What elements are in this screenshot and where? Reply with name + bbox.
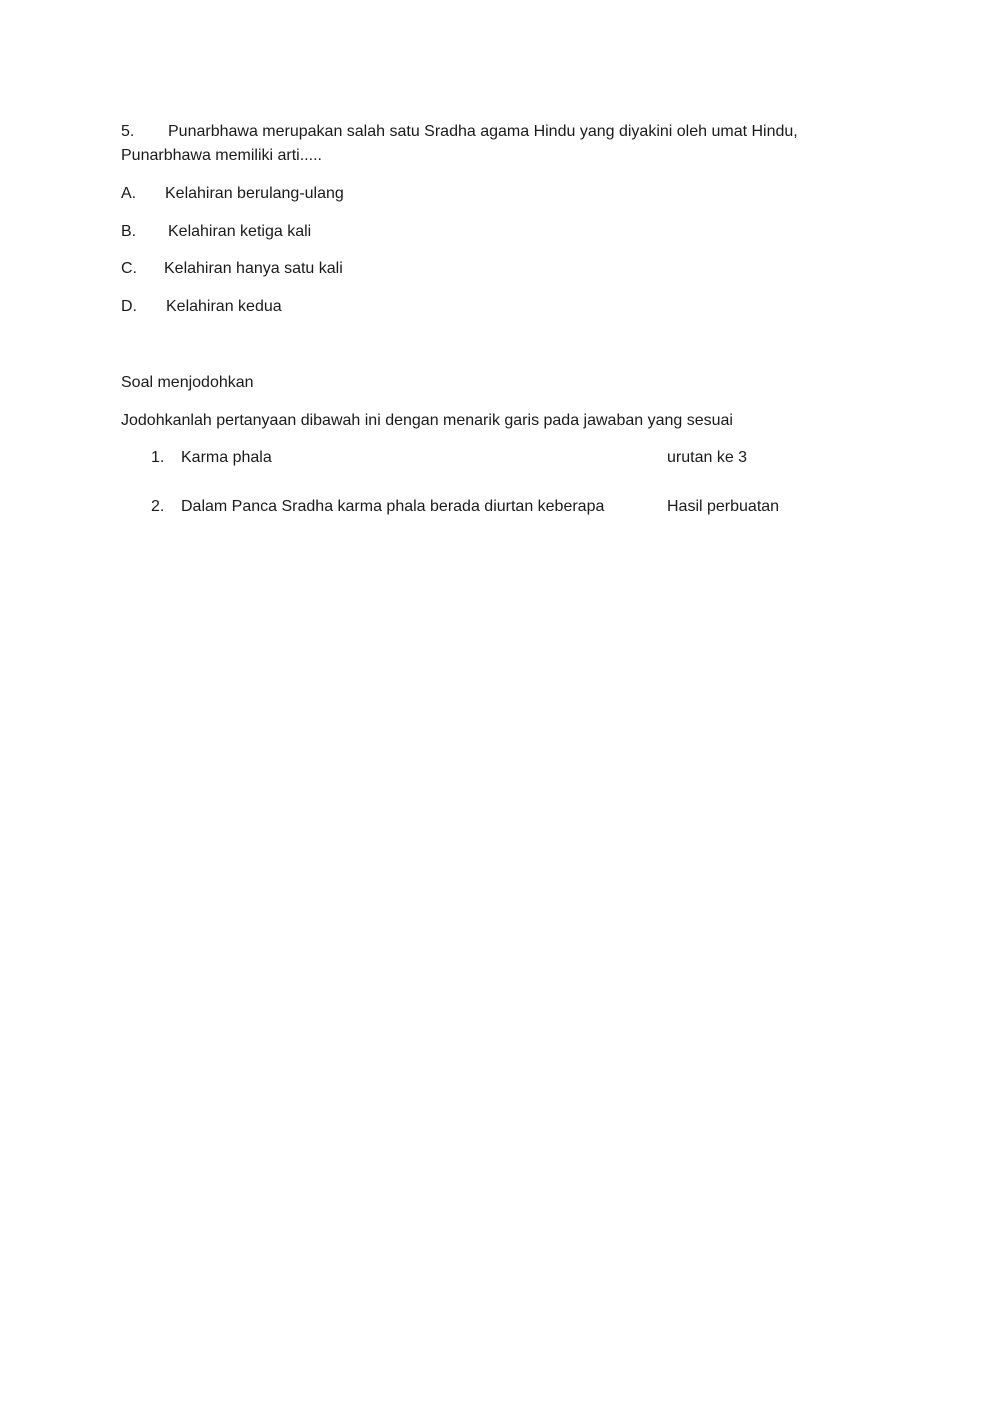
- matching-item-2: [151, 497, 851, 517]
- option-c: [121, 259, 343, 279]
- option-letter: C.: [121, 260, 137, 277]
- matching-item-answer: urutan ke 3: [667, 449, 748, 466]
- matching-item-question: Dalam Panca Sradha karma phala berada diurtan keberapa: [181, 498, 605, 515]
- question-text-line-2: Punarbhawa memiliki arti.....: [121, 147, 322, 164]
- option-letter: B.: [121, 223, 137, 240]
- option-letter: D.: [121, 298, 137, 315]
- matching-item-number: 1.: [151, 449, 165, 466]
- matching-heading: Soal menjodohkan: [121, 374, 254, 391]
- option-letter: A.: [121, 185, 137, 202]
- matching-item-question: Karma phala: [181, 449, 272, 466]
- matching-item-answer: Hasil perbuatan: [667, 498, 780, 515]
- question-text-line-1: Punarbhawa merupakan salah satu Sradha agama Hindu yang diyakini oleh umat Hindu,: [168, 123, 798, 140]
- question-number: 5.: [121, 123, 135, 140]
- option-d: [121, 297, 282, 317]
- option-text: Kelahiran kedua: [166, 298, 282, 315]
- matching-item-number: 2.: [151, 498, 165, 515]
- question-5-line-1: [121, 122, 798, 142]
- matching-item-1: [151, 448, 851, 468]
- option-b: [121, 222, 311, 242]
- matching-instruction: Jodohkanlah pertanyaan dibawah ini dengan menarik garis pada jawaban yang sesuai: [121, 412, 733, 429]
- option-text: Kelahiran berulang-ulang: [165, 185, 344, 202]
- option-text: Kelahiran hanya satu kali: [164, 260, 343, 277]
- option-a: [121, 184, 344, 204]
- option-text: Kelahiran ketiga kali: [168, 223, 312, 240]
